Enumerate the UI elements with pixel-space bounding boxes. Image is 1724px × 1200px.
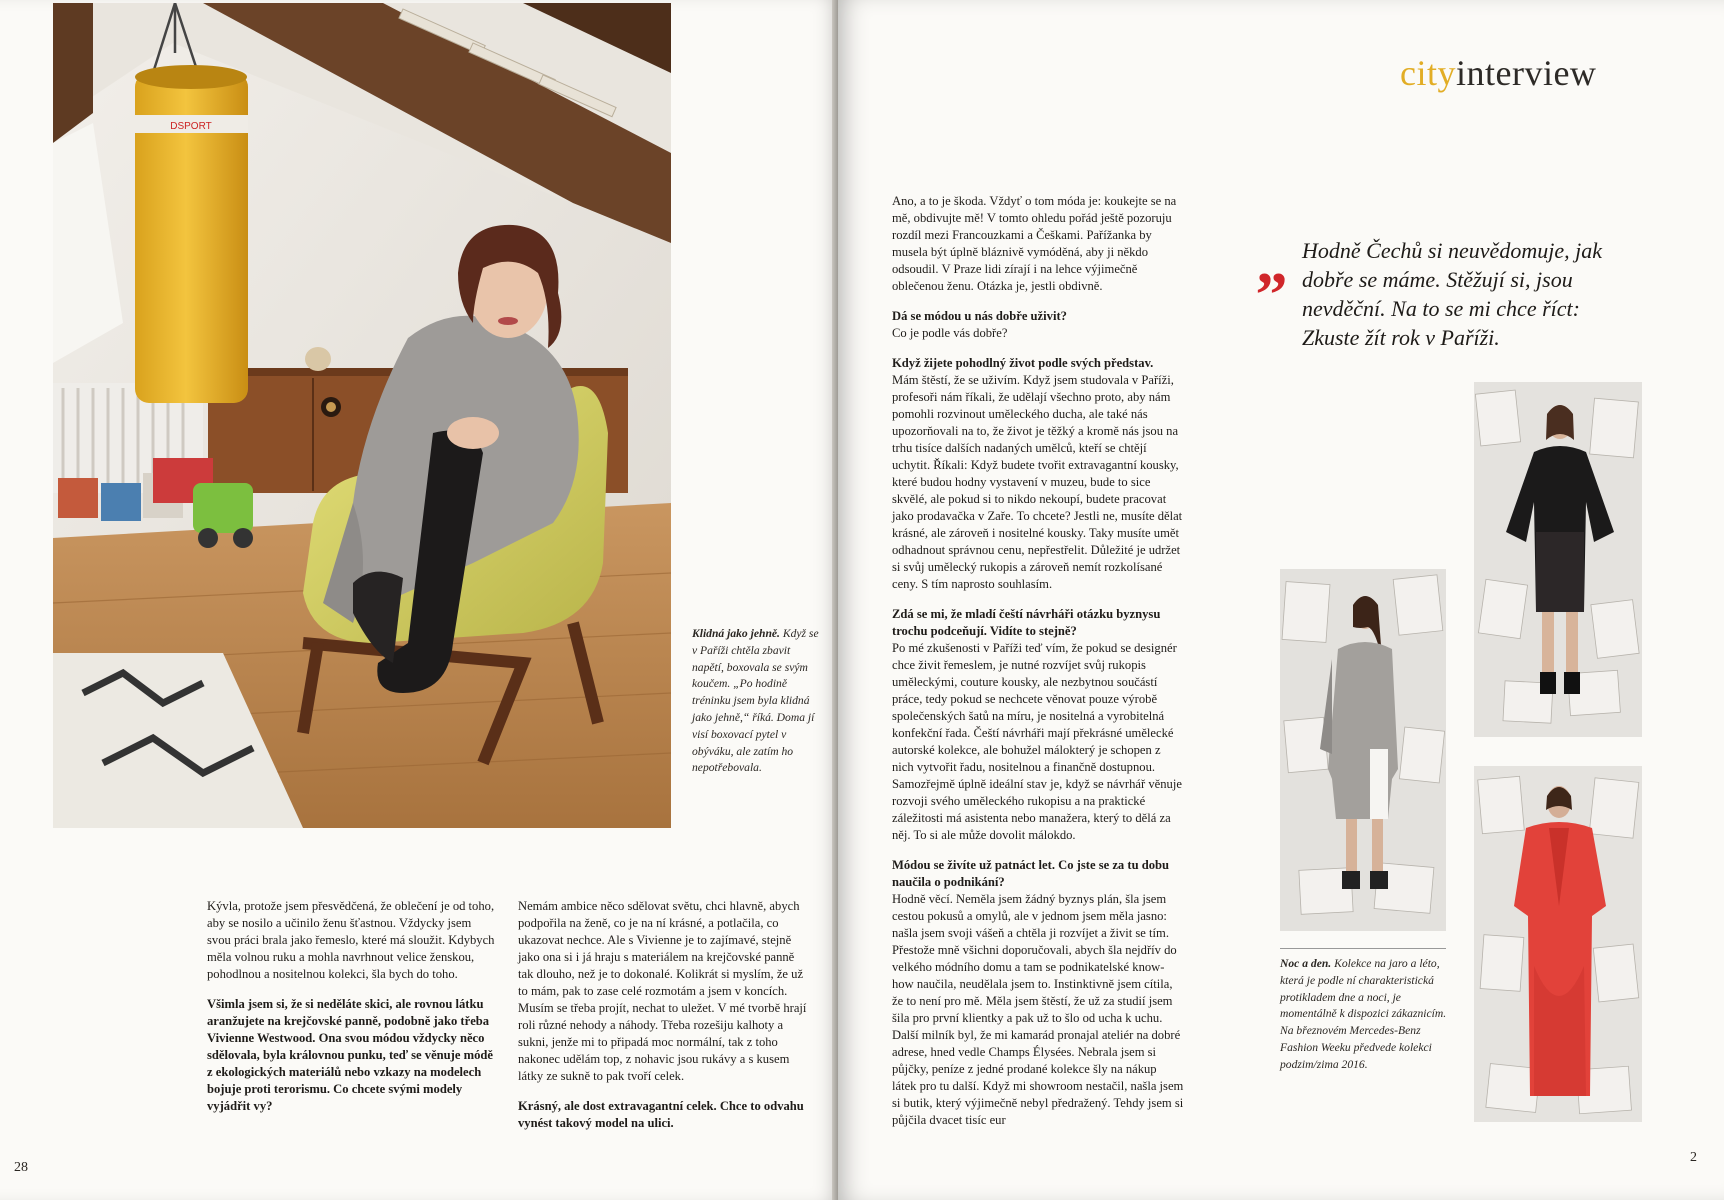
pull-quote	[1256, 226, 1636, 352]
quote-mark-icon: „	[1256, 226, 1288, 297]
caption-title: Klidná jako jehně.	[692, 627, 780, 640]
paragraph-question: Módou se živíte už patnáct let. Co jste se za tu dobu naučila o podnikání?	[892, 858, 1170, 889]
right-page	[838, 0, 1724, 1200]
caption-divider	[1280, 948, 1446, 949]
fashion-photo-red-dress	[1474, 766, 1642, 1122]
caption-text: Když se v Paříži chtěla zbavit napětí, boxovala se svým koučem. „Po hodině tréninku jsem byla klidná jako jehně,“ říká. Doma jí visí boxovací pytel v obýváku, ale zatím ho nepotřebovala.	[692, 627, 819, 775]
fashion-caption	[1280, 956, 1448, 1074]
pull-quote-text: Hodně Čechů si neuvědomuje, jak dobře se máme. Stěžují si, jsou nevděční. Na to se mi chce říct: Zkuste žít rok v Paříži.	[1302, 238, 1602, 350]
right-column	[892, 193, 1184, 1142]
paragraph-answer: Co je podle vás dobře?	[892, 326, 1008, 340]
paragraph-question: Všimla jsem si, že si neděláte skici, ale rovnou látku aranžujete na krejčovské panně, podobně jako třeba Vivienne Westwood. Ona svou módou vždycky něco sdělovala, byla královnou punku, teď se věnuje módě z ekologických materiálů nebo vzkazy na modelech bojuje proti terorismu. Co chcete svými modely vyjádřit vy?	[207, 997, 493, 1113]
portrait-caption	[692, 626, 820, 777]
left-column-1	[207, 898, 495, 1115]
left-column-2	[518, 898, 808, 1132]
caption-text: Kolekce na jaro a léto, která je podle ní charakteristická protikladem dne a noci, je momentálně k dispozici zákaznicím. Na březnovém Mercedes-Benz Fashion Weeku předvede kolekci podzim/zima 2016.	[1280, 957, 1447, 1071]
section-brand-title	[1400, 52, 1596, 94]
brand-city: city	[1400, 53, 1456, 93]
page-number-left: 28	[14, 1160, 28, 1175]
punching-bag-brand: DSPORT	[170, 121, 212, 132]
fashion-photo-grey-coat	[1280, 569, 1446, 931]
left-page	[0, 0, 838, 1200]
paragraph-question: Když žijete pohodlný život podle svých představ.	[892, 356, 1154, 370]
paragraph-question: Dá se módou u nás dobře uživit?	[892, 309, 1067, 323]
paragraph-answer: Kývla, protože jsem přesvědčená, že oblečení je od toho, aby se nosilo a učinilo ženu šťastnou. Vždycky jsem svou práci brala jako řemeslo, které má sloužit. Kdybych měla volnou ruku a mohla navrhnout velice ženskou, pohodlnou a nositelnou kolekci, šla bych do toho.	[207, 899, 495, 981]
paragraph-answer: Nemám ambice něco sdělovat světu, chci hlavně, abych podpořila na ženě, co je na ní krásné, a potlačila, co ukazovat nechce. Ale s Vivienne je to zajímavé, stejně jako ona si i já hraju s materiálem na krejčovské panně tak dlouho, než je to dokonalé. Kolikrát si myslím, že už to mám, pak to zase celé rozmotám a jsem v koncích. Musím se třeba projít, nechat to uležet. V mé tvorbě hrají roli různé nehody a náhody. Třeba rozešiju kalhoty a sukni, jenže mi to připadá moc normální, tak z toho nakonec udělám top, z nohavic jsou rukávy a s kusem látky ze sukně to pak tvoří celek.	[518, 899, 807, 1083]
paragraph-answer: Ano, a to je škoda. Vždyť o tom móda je: koukejte se na mě, obdivujte mě! V tomto ohledu pořád ještě pozoruju rozdíl mezi Francouzkami a Češkami. Pařížanka by musela být úplně bláznivě vymóděná, aby ji někdo odsoudil. V Praze lidi zírají i na lehce výjimečně oblečenou ženu. Otázka je, jestli obdivně.	[892, 194, 1177, 293]
paragraph-answer: Po mé zkušenosti v Paříži teď vím, že pokud se designér chce živit řemeslem, je nutné rozvíjet svůj rukopis uměleckými, couture kousky, ale nezbytnou součástí práce, tedy pokud se nechcete věnovat pouze výrobě společenských šatů na míru, je nositelná a vyrobitelná konfekční řada. Čeští návrháři mají překrásné umělecké autorské kolekce, ale bohužel málokterý je schopen z nich vytvořit řadu, nositelnou a finančně dostupnou. Samozřejmě úplně ideální stav je, když se návrhář věnuje rozvoji svého uměleckého rukopisu a na praktické záležitosti má asistenta nebo manažera, který to dělá za něj. To si ale může dovolit málokdo.	[892, 641, 1182, 842]
caption-title: Noc a den.	[1280, 957, 1332, 970]
page-number-right: 2	[1690, 1150, 1697, 1165]
paragraph-answer: Mám štěstí, že se uživím. Když jsem studovala v Paříži, profesoři nám říkali, že udělají všechno proto, aby nám pomohli rozvinout uměleckého ducha, ale také nás upozorňovali na to, že život je těžký a kromě nás jsou na trhu tisíce dalších nadaných umělců, kteří se chtějí uchytit. Říkali: Když budete tvořit extravagantní kousky, které budou hodny vystavení v muzeu, bude to sice skvělé, ale pokud si to nikdo nekoupí, budete pracovat jako prodavačka v Zaře. To chcete? Jestli ne, musíte dělat krásné, ale zároveň i nositelné kousky. Taky musíte umět odhadnout správnou cenu, nepřestřelit. Důležité je udržet si svůj umělecký rukopis a zároveň nemít rozkolísané ceny. S tím naprosto souhlasím.	[892, 373, 1183, 591]
paragraph-question: Krásný, ale dost extravagantní celek. Chce to odvahu vynést takový model na ulici.	[518, 1099, 804, 1130]
fashion-photo-black-outfit	[1474, 382, 1642, 737]
paragraph-question: Zdá se mi, že mladí čeští návrháři otázku byznysu trochu podceňují. Vidíte to stejně?	[892, 607, 1161, 638]
main-portrait-photo	[53, 3, 671, 828]
paragraph-answer: Hodně věcí. Neměla jsem žádný byznys plán, šla jsem cestou pokusů a omylů, ale v jednom jsem měla jasno: našla jsem svoji vášeň a chtěla ji rozvíjet a živit se tím. Přestože mně všichni doporučovali, abych šla nejdřív do velkého módního domu a tam se podnikatelské know-how naučila, neudělala jsem to. Instinktivně jsem cítila, že to není pro mě. Měla jsem štěstí, že už za studií jsem šila pro první klientky a pak už to šlo od ucha k uchu. Další milník byl, že mi kamarád pronajal ateliér na dobré adrese, hned vedle Champs Élysées. Nebrala jsem si půjčky, peníze z jedné prodané kolekce šly na nákup látek pro tu další. Když mi showroom nestačil, našla jsem si butik, který výjimečně nebyl předražený. Tehdy jsem si půjčila dvacet tisíc eur	[892, 892, 1184, 1127]
brand-interview: interview	[1455, 53, 1597, 93]
